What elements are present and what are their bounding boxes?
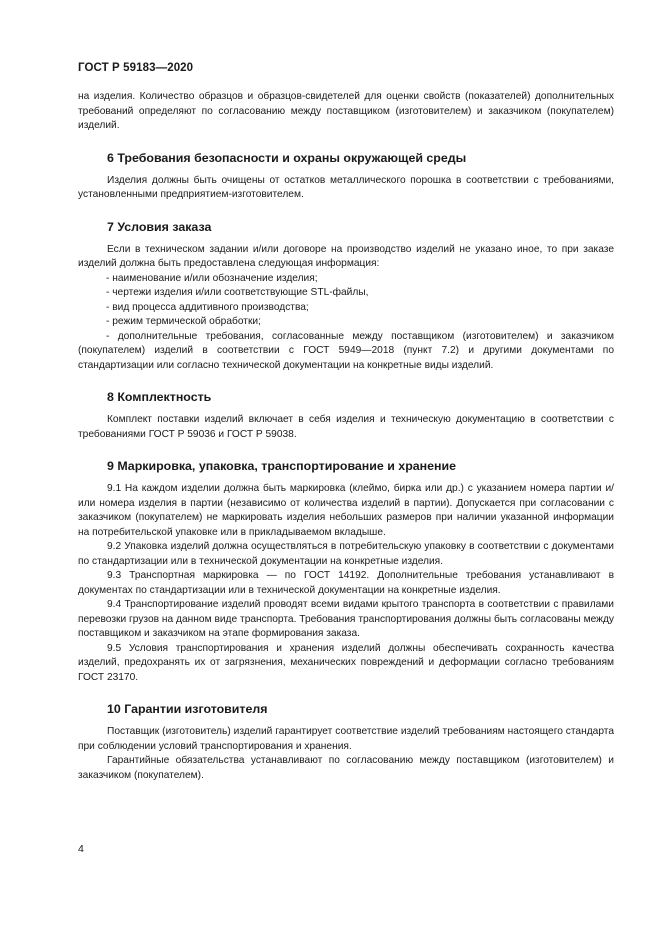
section-7-title: 7 Условия заказа <box>107 219 212 234</box>
section-8-paragraph: Комплект поставки изделий включает в себя изделия и техническую документацию в соответствии с требованиями ГОСТ Р 59036 и ГОСТ Р 59038. <box>78 414 614 440</box>
clause-9-3: 9.3 Транспортная маркировка — по ГОСТ 14192. Дополнительные требования устанавливают в документах по стандартизации или в технической документации на конкретные изделия. <box>78 570 614 596</box>
document-header-code: ГОСТ Р 59183—2020 <box>78 62 194 74</box>
intro-paragraph: на изделия. Количество образцов и образцов-свидетелей для оценки свойств (показателей) дополнительных требований определяют по согласованию между поставщиком (изготовителем) и заказчиком (покупателем) изделий. <box>78 91 614 131</box>
list-item-last: - дополнительные требования, согласованные между поставщиком (изготовителем) и заказчиком (покупателем) изделий в соответствии с ГОСТ 5949—2018 (пункт 7.2) и другими документами по стандартизации или согласно технической документации на конкретные виды изделий. <box>78 330 614 371</box>
section-6-title: 6 Требования безопасности и охраны окружающей среды <box>107 150 467 165</box>
page-body <box>78 90 614 783</box>
section-10-title: 10 Гарантии изготовителя <box>107 702 268 716</box>
section-8-title: 8 Комплектность <box>107 390 212 404</box>
clause-9-1: 9.1 На каждом изделии должна быть маркировка (клеймо, бирка или др.) с указанием номера партии и/или номера изделия в партии (независимо от количества изделий в партии). Допускается при согласовании с заказчиком (покупателем) не маркировать изделия небольших размеров при наличии указанной информации на потребительской упаковке или в прикладываемом вкладыше. <box>78 483 614 538</box>
clause-9-2: 9.2 Упаковка изделий должна осуществляться в потребительскую упаковку в соответствии с документами по стандартизации или в технической документации на конкретные изделия. <box>78 541 614 567</box>
section-10-paragraph-1: Поставщик (изготовитель) изделий гарантирует соответствие изделий требованиям настоящего стандарта при соблюдении условий транспортирования и хранения. <box>78 726 614 752</box>
list-item: - вид процесса аддитивного производства; <box>106 301 309 313</box>
section-9-title: 9 Маркировка, упаковка, транспортирование и хранение <box>107 459 457 473</box>
section-10-paragraph-2: Гарантийные обязательства устанавливают по согласованию между поставщиком (изготовителем) и заказчиком (покупателем). <box>78 755 614 781</box>
list-item: - чертежи изделия и/или соответствующие STL-файлы, <box>106 287 369 298</box>
clause-9-4: 9.4 Транспортирование изделий проводят всеми видами крытого транспорта в соответствии с правилами перевозки грузов на данном виде транспорта. Требования транспортирования должны быть согласованы между поставщиком и заказчиком на этапе формирования заказа. <box>78 599 614 639</box>
page-number: 4 <box>78 843 84 855</box>
list-item: - наименование и/или обозначение изделия; <box>106 272 318 284</box>
clause-9-5: 9.5 Условия транспортирования и хранения изделий должны обеспечивать сохранность качества изделий, предохранять их от загрязнения, механических повреждений и деформации согласно требованиям ГОСТ 23170. <box>78 642 614 683</box>
section-7-paragraph: Если в техническом задании и/или договоре на производство изделий не указано иное, то при заказе изделий должна быть предоставлена следующая информация: <box>78 243 614 269</box>
list-item: - режим термической обработки; <box>106 316 261 327</box>
section-6-paragraph: Изделия должны быть очищены от остатков металлического порошка в соответствии с требованиями, установленными предприятием-изготовителем. <box>78 174 614 200</box>
